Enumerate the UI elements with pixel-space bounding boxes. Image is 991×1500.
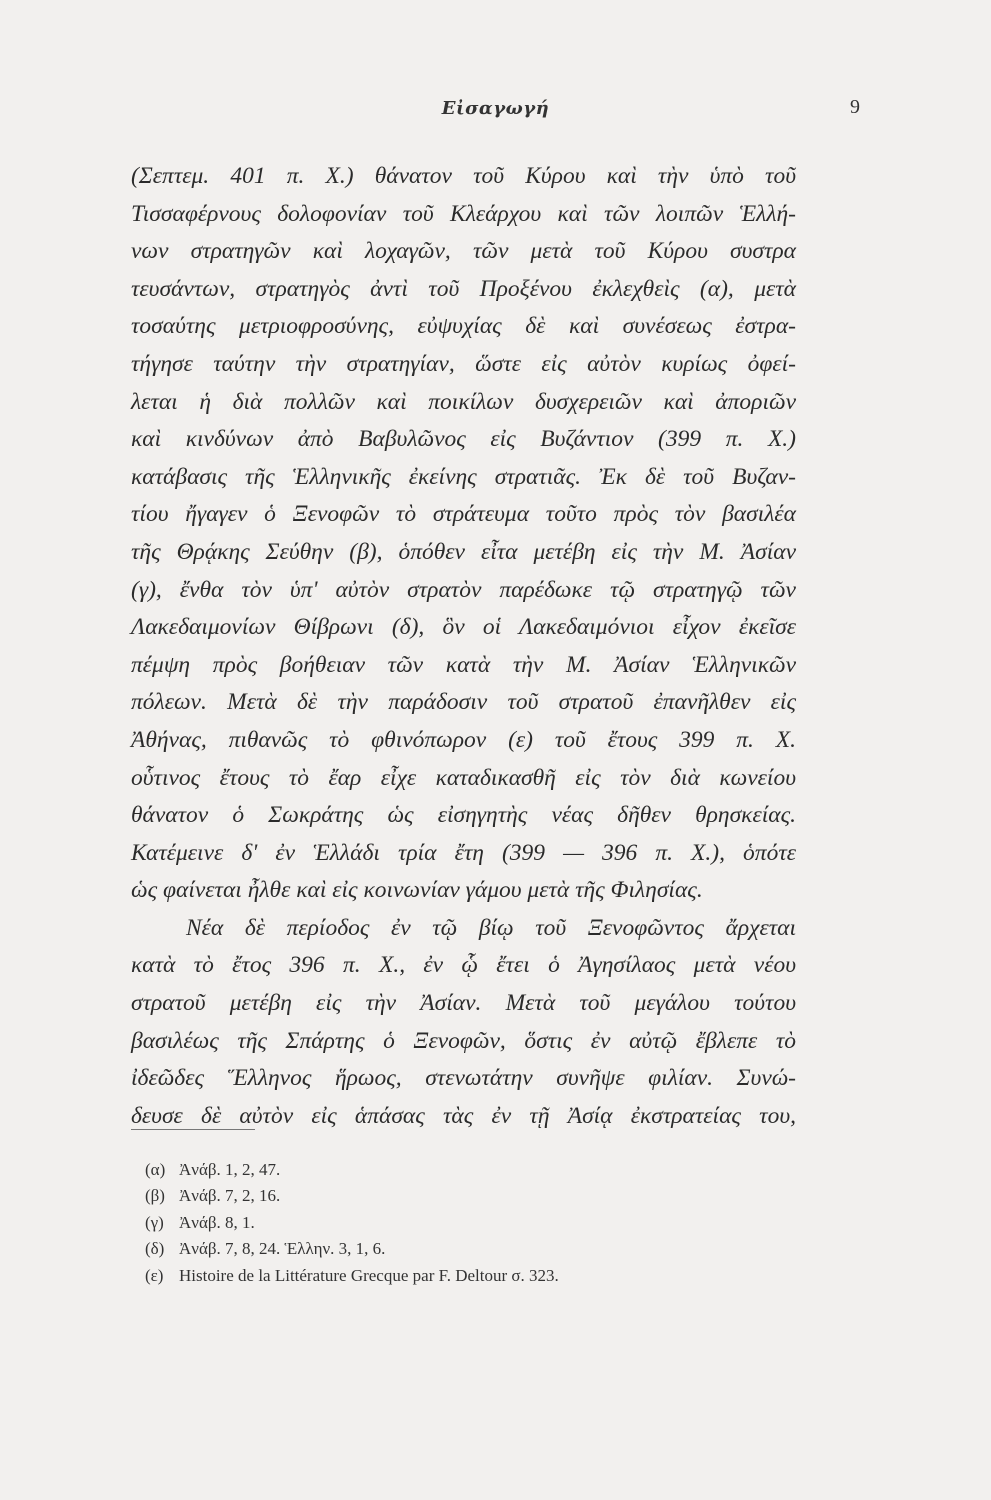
footnote-mark: (δ) <box>145 1239 165 1259</box>
text-line: τοσαύτης μετριοφροσύνης, εὐψυχίας δὲ καὶ συνέσεως ἐστρα- <box>131 313 796 340</box>
footnote <box>145 1183 805 1209</box>
text-line: κατάβασις τῆς Ἑλληνικῆς ἐκείνης στρατιᾶς. Ἐκ δὲ τοῦ Βυζαν- <box>131 463 796 490</box>
text-line: πέμψη πρὸς βοήθειαν τῶν κατὰ τὴν Μ. Ἀσίαν Ἑλληνικῶν <box>131 651 796 678</box>
text-line: (Σεπτεμ. 401 π. Χ.) θάνατον τοῦ Κύρου καὶ τὴν ὑπὸ τοῦ <box>131 163 796 189</box>
footnote-text: Ἀνάβ. 7, 8, 24. Ἑλλην. 3, 1, 6. <box>179 1239 386 1259</box>
text-line: ἰδεῶδες Ἕλληνος ἥρωος, στενωτάτην συνῆψε φιλίαν. Συνώ- <box>131 1065 796 1092</box>
footnote-mark: (β) <box>145 1186 165 1206</box>
footnote <box>145 1157 805 1183</box>
text-line: τευσάντων, στρατηγὸς ἀντὶ τοῦ Προξένου ἐκλεχθεὶς (α), μετὰ <box>131 275 796 302</box>
text-line: θάνατον ὁ Σωκράτης ὡς εἰσηγητὴς νέας δῆθεν θρησκείας. <box>131 802 796 829</box>
text-line: Τισσαφέρνους δολοφονίαν τοῦ Κλεάρχου καὶ τῶν λοιπῶν Ἑλλή- <box>131 200 796 227</box>
body-text <box>131 158 796 1135</box>
paragraph-last-line: ὡς φαίνεται ἦλθε καὶ εἰς κοινωνίαν γάμου μετὰ τῆς Φιλησίας. <box>131 877 703 904</box>
footnote-mark: (ε) <box>145 1265 164 1285</box>
paragraph-first-line: Νέα δὲ περίοδος ἐν τῷ βίῳ τοῦ Ξενοφῶντος ἄρχεται <box>186 914 796 941</box>
text-line: κατὰ τὸ ἔτος 396 π. Χ., ἐν ᾧ ἔτει ὁ Ἀγησίλαος μετὰ νέου <box>131 952 796 979</box>
footnote-mark: (γ) <box>145 1212 164 1232</box>
footnote-mark: (α) <box>145 1160 166 1179</box>
footnote-text: Ἀνάβ. 7, 2, 16. <box>179 1186 281 1206</box>
text-line: νων στρατηγῶν καὶ λοχαγῶν, τῶν μετὰ τοῦ Κύρου συστρα <box>131 238 796 265</box>
text-line: τῆς Θρᾴκης Σεύθην (β), ὁπόθεν εἶτα μετέβη εἰς τὴν Μ. Ἀσίαν <box>131 538 796 565</box>
footnote <box>145 1263 805 1289</box>
text-line: Κατέμεινε δ' ἐν Ἑλλάδι τρία ἔτη (399 — 396 π. Χ.), ὁπότε <box>131 839 796 866</box>
footnote-text: Ἀνάβ. 8, 1. <box>179 1212 255 1232</box>
text-line: λεται ἡ διὰ πολλῶν καὶ ποικίλων δυσχερειῶν καὶ ἀποριῶν <box>131 388 796 415</box>
footnote-text: Ἀνάβ. 1, 2, 47. <box>179 1160 281 1179</box>
footnotes <box>145 1157 805 1289</box>
text-line: βασιλέως τῆς Σπάρτης ὁ Ξενοφῶν, ὅστις ἐν αὐτῷ ἔβλεπε τὸ <box>131 1027 796 1054</box>
running-header-title: Εἰσαγωγή <box>441 98 550 119</box>
footnote <box>145 1236 805 1262</box>
text-line: Λακεδαιμονίων Θίβρωνι (δ), ὃν οἱ Λακεδαιμόνιοι εἶχον ἐκεῖσε <box>131 614 796 641</box>
text-line: (γ), ἔνθα τὸν ὑπ' αὐτὸν στρατὸν παρέδωκε τῷ στρατηγῷ τῶν <box>131 576 796 603</box>
text-line: τήγησε ταύτην τὴν στρατηγίαν, ὥστε εἰς αὐτὸν κυρίως ὀφεί- <box>131 350 796 377</box>
text-line: Ἀθήνας, πιθανῶς τὸ φθινόπωρον (ε) τοῦ ἔτους 399 π. Χ. <box>131 726 796 753</box>
text-line: δευσε δὲ αὐτὸν εἰς ἁπάσας τὰς ἐν τῇ Ἀσίᾳ ἐκστρατείας του, <box>131 1102 796 1129</box>
footnote <box>145 1210 805 1236</box>
text-line: πόλεων. Μετὰ δὲ τὴν παράδοσιν τοῦ στρατοῦ ἐπανῆλθεν εἰς <box>131 689 796 716</box>
text-line: καὶ κινδύνων ἀπὸ Βαβυλῶνος εἰς Βυζάντιον (399 π. Χ.) <box>131 426 796 453</box>
page-number: 9 <box>850 96 860 118</box>
footnote-text: Histoire de la Littérature Grecque par F. Deltour σ. 323. <box>179 1265 559 1285</box>
text-line: οὗτινος ἔτους τὸ ἔαρ εἶχε καταδικασθῆ εἰς τὸν διὰ κωνείου <box>131 764 796 791</box>
text-line: τίου ἤγαγεν ὁ Ξενοφῶν τὸ στράτευμα τοῦτο πρὸς τὸν βασιλέα <box>131 501 796 528</box>
footnote-separator-rule <box>131 1129 255 1130</box>
text-line: στρατοῦ μετέβη εἰς τὴν Ἀσίαν. Μετὰ τοῦ μεγάλου τούτου <box>131 990 796 1017</box>
